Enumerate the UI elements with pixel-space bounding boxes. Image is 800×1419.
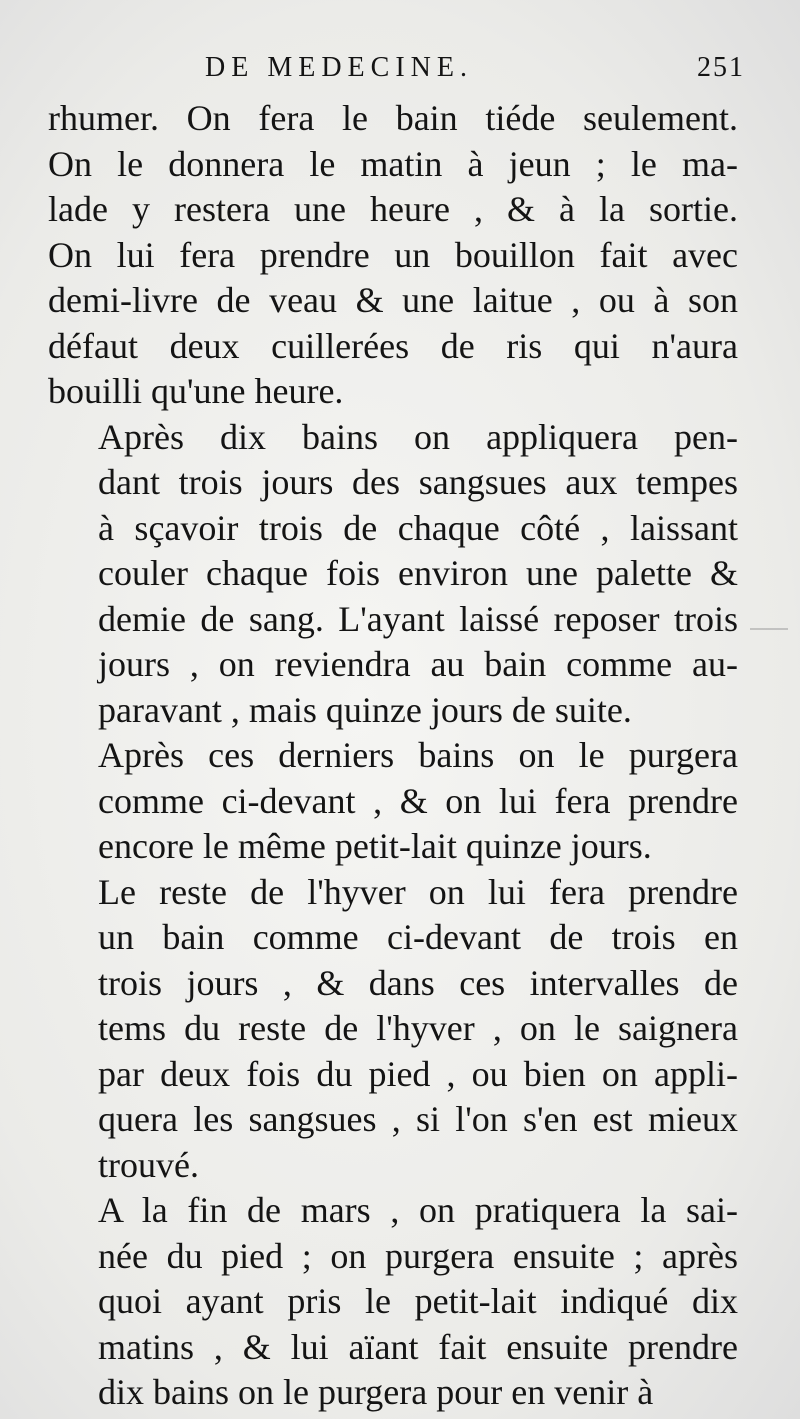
text-line: demi-livre de veau & une laitue , ou à son (48, 280, 738, 320)
text-line: On lui fera prendre un bouillon fait avec (48, 234, 738, 275)
text-line: matins , & lui aïant fait ensuite prendre (98, 1326, 738, 1367)
text-line: par deux fois du pied , ou bien on appli- (98, 1053, 738, 1094)
text-line: Après ces derniers bains on le purgera (98, 735, 738, 775)
paragraph (48, 870, 738, 1189)
running-title: DE MEDECINE. (205, 52, 473, 83)
text-line: tems du reste de l'hyver , on le saignera (98, 1008, 738, 1048)
page-number: 251 (697, 52, 745, 83)
text-line: demie de sang. L'ayant laissé reposer trois (98, 598, 738, 639)
text-line: paravant , mais quinze jours de suite. (98, 689, 632, 730)
text-line: trois jours , & dans ces intervalles de (98, 962, 738, 1003)
text-line: dix bains on le purgera pour en venir à (98, 1372, 654, 1412)
paragraph (48, 733, 738, 870)
text-line: bouilli qu'une heure. (48, 371, 344, 411)
text-line: jours , on reviendra au bain comme au- (98, 644, 738, 684)
text-line: encore le même petit-lait quinze jours. (98, 826, 652, 866)
text-line: rhumer. On fera le bain tiéde seulement. (48, 98, 738, 138)
running-header (205, 52, 745, 92)
text-line: Après dix bains on appliquera pen- (98, 416, 738, 457)
body-text (48, 96, 738, 1416)
text-line: trouvé. (98, 1144, 199, 1185)
text-line: comme ci-devant , & on lui fera prendre (98, 780, 738, 821)
text-line: dant trois jours des sangsues aux tempes (98, 462, 738, 502)
text-line: née du pied ; on purgera ensuite ; après (98, 1235, 738, 1276)
paragraph (48, 1188, 738, 1416)
text-line: Le reste de l'hyver on lui fera prendre (98, 871, 738, 912)
paragraph (48, 96, 738, 415)
text-line: un bain comme ci-devant de trois en (98, 917, 738, 957)
text-line: lade y restera une heure , & à la sortie. (48, 189, 738, 229)
text-line: défaut deux cuillerées de ris qui n'aura (48, 325, 738, 366)
text-line: à sçavoir trois de chaque côté , laissant (98, 507, 738, 548)
text-line: A la fin de mars , on pratiquera la sai- (98, 1190, 738, 1230)
text-line: quoi ayant pris le petit-lait indiqué dix (98, 1281, 738, 1321)
text-line: quera les sangsues , si l'on s'en est mieux (98, 1099, 738, 1139)
show-through-mark (750, 628, 788, 630)
paragraph (48, 415, 738, 734)
text-line: couler chaque fois environ une palette & (98, 553, 738, 593)
text-line: On le donnera le matin à jeun ; le ma- (48, 143, 738, 184)
